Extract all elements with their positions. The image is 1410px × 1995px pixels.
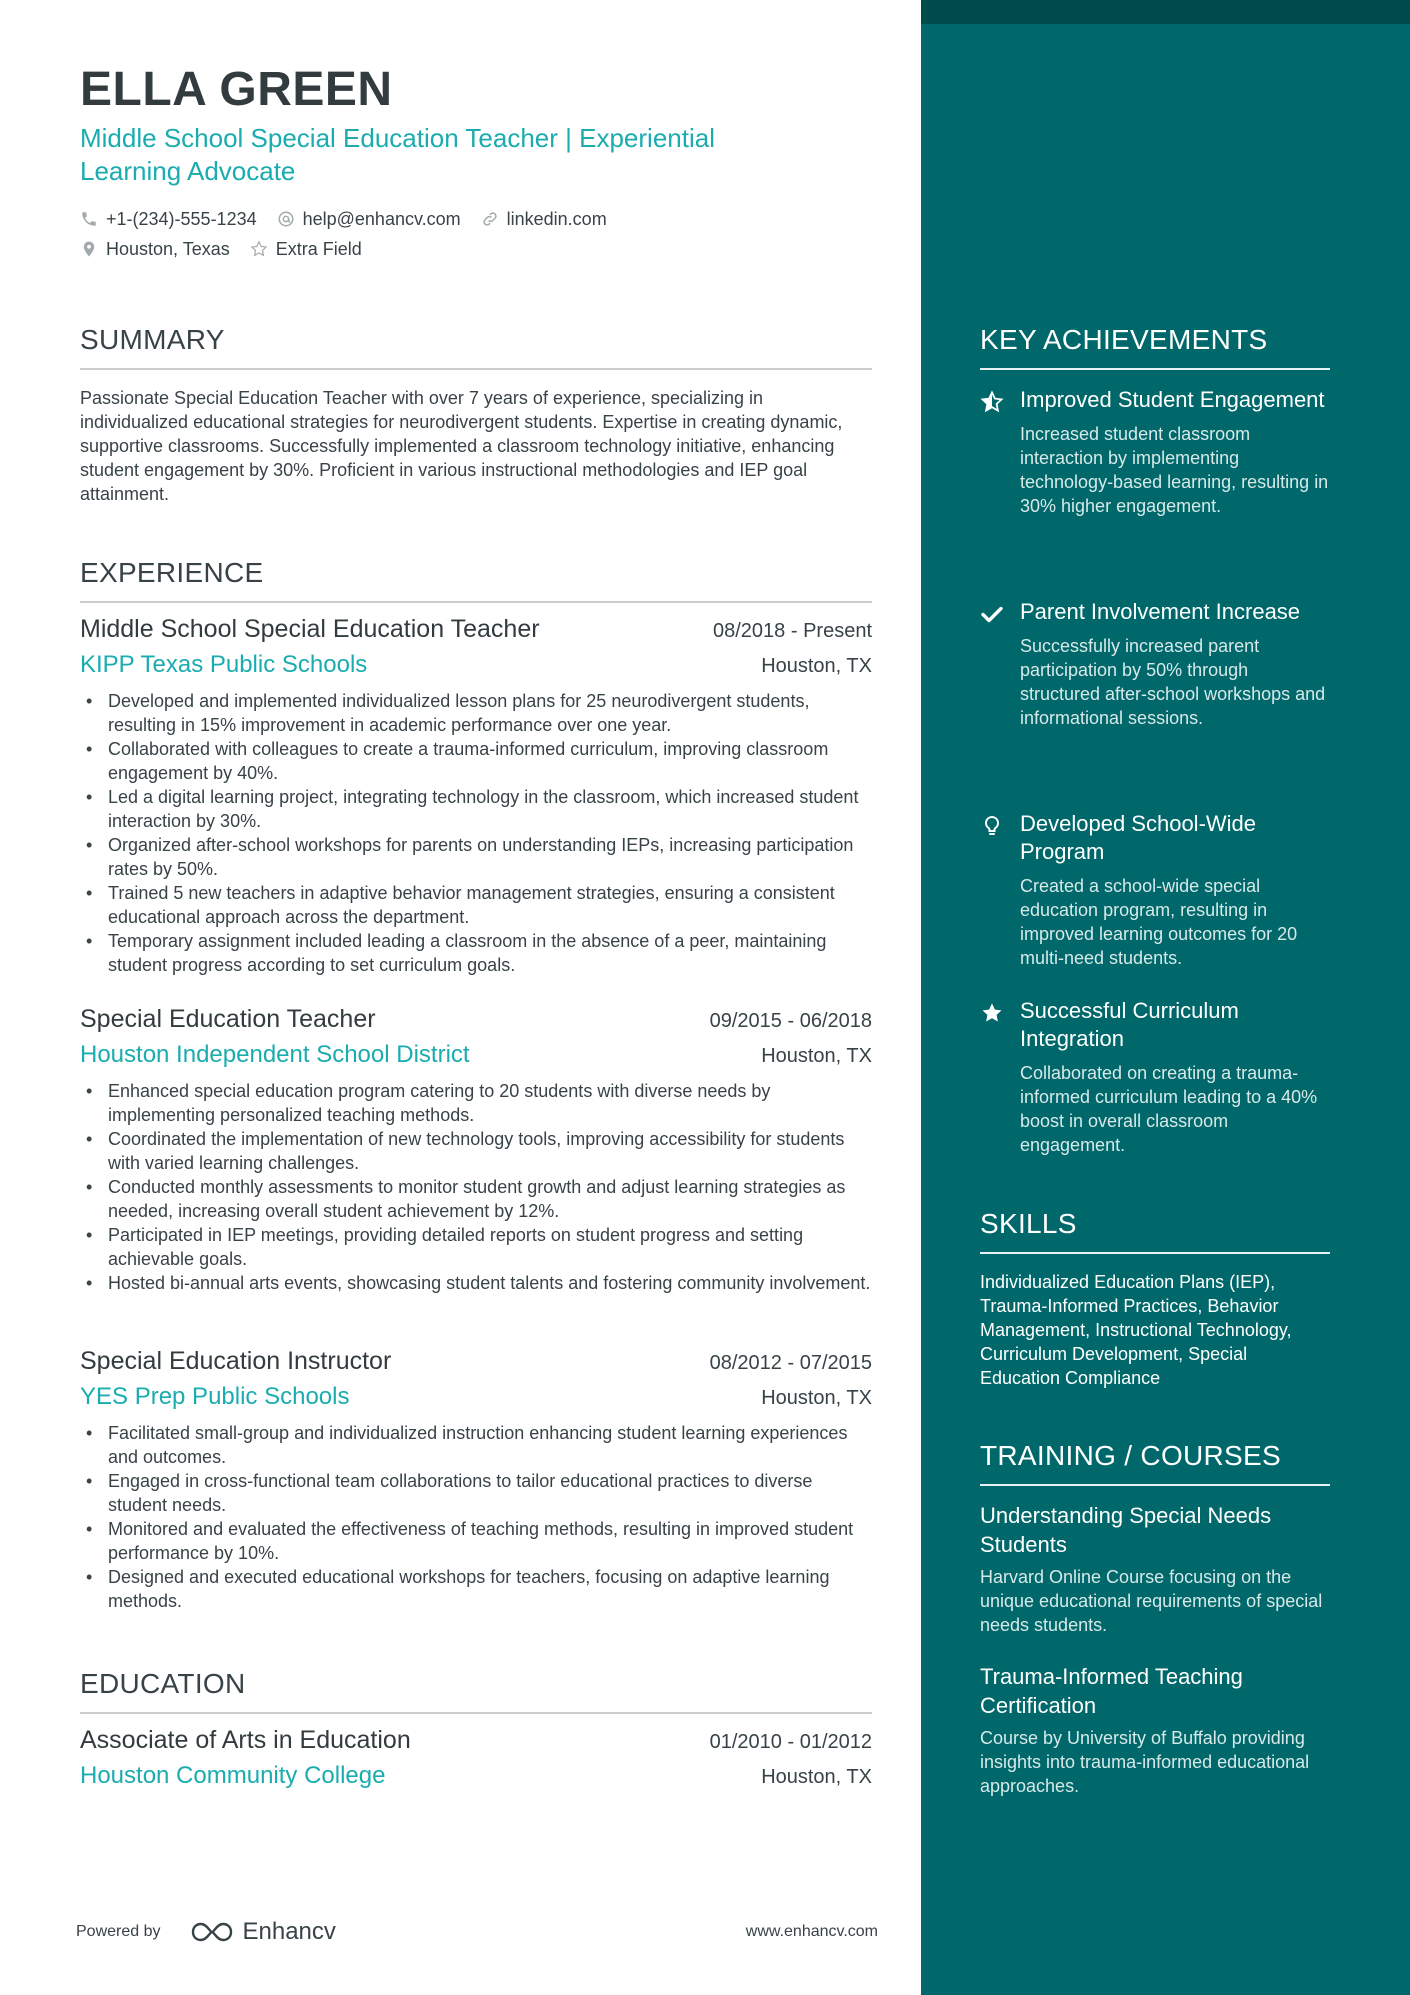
contact-phone[interactable]: [80, 209, 257, 230]
job-entry: [80, 1347, 872, 1613]
brand-logo[interactable]: [189, 1918, 336, 1946]
job-entry: [80, 615, 872, 977]
sidebar: [921, 0, 1410, 1995]
achievement-item: [980, 386, 1330, 518]
star-outline-icon: [250, 240, 268, 258]
achievements-title: KEY ACHIEVEMENTS: [980, 324, 1330, 370]
contact-location: [80, 239, 230, 260]
course-title: Trauma-Informed Teaching Certification: [980, 1664, 1243, 1718]
phone-text: +1-(234)-555-1234: [106, 208, 257, 229]
bullet-item: • Trained 5 new teachers in adaptive behavior management strategies, ensuring a consistent educational approach across the department.: [80, 881, 872, 929]
linkedin-text: linkedin.com: [506, 208, 607, 229]
website-link[interactable]: www.enhancv.com: [745, 1923, 878, 1940]
school-location: Houston, TX: [761, 1766, 872, 1788]
bullet-item: • Conducted monthly assessments to monitor student growth and adjust learning strategies as needed, increasing overall student achievement by 12%.: [80, 1175, 872, 1223]
job-entry: [80, 1005, 872, 1295]
bullet-item: • Hosted bi-annual arts events, showcasing student talents and fostering community involvement.: [80, 1271, 872, 1295]
check-icon: [980, 602, 1004, 626]
company-name[interactable]: YES Prep Public Schools: [80, 1383, 350, 1410]
sidebar-top-bar: [921, 0, 1410, 24]
bullet-item: • Organized after-school workshops for parents on understanding IEPs, increasing participation rates by 50%.: [80, 833, 872, 881]
phone-icon: [80, 210, 98, 228]
achievement-desc: Collaborated on creating a trauma-informed curriculum leading to a 40% boost in overall classroom engagement.: [1020, 1063, 1318, 1155]
contact-email[interactable]: [277, 209, 461, 230]
link-icon: [481, 210, 499, 228]
achievement-title: Developed School-Wide Program: [1020, 811, 1257, 864]
job-date: 09/2015 - 06/2018: [709, 1010, 872, 1032]
achievement-desc: Successfully increased parent participation by 50% through structured after-school workshops and informational sessions.: [1020, 636, 1326, 728]
job-date: 08/2018 - Present: [713, 620, 872, 642]
experience-title: EXPERIENCE: [80, 557, 872, 603]
job-bullets: [80, 689, 872, 977]
company-name[interactable]: Houston Independent School District: [80, 1041, 470, 1068]
job-bullets: [80, 1079, 872, 1295]
job-location: Houston, TX: [761, 1387, 872, 1409]
course-item: [980, 1501, 1330, 1637]
education-date: 01/2010 - 01/2012: [709, 1731, 872, 1753]
lightbulb-icon: [980, 814, 1004, 838]
candidate-headline: Middle School Special Education Teacher | Experiential Learning Advocate: [80, 123, 715, 186]
bullet-item: • Monitored and evaluated the effectiveness of teaching methods, resulting in improved student performance by 10%.: [80, 1517, 872, 1565]
at-icon: [277, 210, 295, 228]
bullet-item: • Enhanced special education program catering to 20 students with diverse needs by implementing personalized teaching methods.: [80, 1079, 872, 1127]
course-desc: Harvard Online Course focusing on the unique educational requirements of special needs students.: [980, 1567, 1323, 1635]
extra-text: Extra Field: [275, 238, 362, 259]
course-item: [980, 1662, 1330, 1798]
skills-list: Individualized Education Plans (IEP), Trauma-Informed Practices, Behavior Management, Instructional Technology, Curriculum Development, Special Education Compliance: [980, 1272, 1292, 1388]
job-location: Houston, TX: [761, 1045, 872, 1067]
achievement-desc: Created a school-wide special education program, resulting in improved learning outcomes for 20 multi-need students.: [1020, 876, 1298, 968]
achievement-title: Parent Involvement Increase: [1020, 599, 1301, 624]
infinity-logo-icon: [189, 1920, 235, 1944]
location-text: Houston, Texas: [106, 238, 230, 259]
achievement-item: [980, 598, 1330, 730]
candidate-name: ELLA GREEN: [80, 63, 393, 116]
job-location: Houston, TX: [761, 655, 872, 677]
school-name[interactable]: Houston Community College: [80, 1762, 386, 1789]
job-date: 08/2012 - 07/2015: [709, 1352, 872, 1374]
achievement-desc: Increased student classroom interaction by implementing technology-based learning, resulting in 30% higher engagement.: [1020, 424, 1329, 516]
bullet-item: • Collaborated with colleagues to create a trauma-informed curriculum, improving classroom engagement by 40%.: [80, 737, 872, 785]
degree-title: Associate of Arts in Education: [80, 1726, 411, 1754]
footer: [76, 1912, 878, 1952]
bullet-item: • Led a digital learning project, integrating technology in the classroom, which increased student interaction by 30%.: [80, 785, 872, 833]
star-half-icon: [980, 390, 1004, 414]
education-entry: [80, 1726, 872, 1800]
contact-linkedin[interactable]: [481, 209, 607, 230]
job-title: Middle School Special Education Teacher: [80, 615, 540, 643]
achievement-title: Improved Student Engagement: [1020, 387, 1325, 412]
contact-info: [80, 204, 840, 264]
bullet-item: • Engaged in cross-functional team collaborations to tailor educational practices to diverse student needs.: [80, 1469, 872, 1517]
bullet-item: • Designed and executed educational workshops for teachers, focusing on adaptive learning methods.: [80, 1565, 872, 1613]
course-desc: Course by University of Buffalo providing insights into trauma-informed educational approaches.: [980, 1728, 1310, 1796]
job-title: Special Education Instructor: [80, 1347, 392, 1375]
star-icon: [980, 1001, 1004, 1025]
contact-extra: [250, 239, 362, 260]
company-name[interactable]: KIPP Texas Public Schools: [80, 651, 368, 678]
job-title: Special Education Teacher: [80, 1005, 376, 1033]
powered-by-text: Powered by: [76, 1923, 161, 1940]
bullet-item: • Participated in IEP meetings, providing detailed reports on student progress and setting achievable goals.: [80, 1223, 872, 1271]
skills-title: SKILLS: [980, 1208, 1330, 1254]
achievement-item: [980, 810, 1330, 970]
brand-name: Enhancv: [242, 1918, 336, 1945]
achievement-item: [980, 997, 1330, 1157]
summary-text: Passionate Special Education Teacher with over 7 years of experience, specializing in individualized educational strategies for neurodivergent students. Expertise in creating dynamic, supportive classrooms. Successfully implemented a classroom technology initiative, enhancing student engagement by 30%. Proficient in various instructional methodologies and IEP goal attainment.: [80, 388, 843, 504]
bullet-item: • Facilitated small-group and individualized instruction enhancing student learning experiences and outcomes.: [80, 1421, 872, 1469]
bullet-item: • Developed and implemented individualized lesson plans for 25 neurodivergent students, resulting in 15% improvement in academic performance over one year.: [80, 689, 872, 737]
email-text: help@enhancv.com: [302, 208, 461, 229]
course-title: Understanding Special Needs Students: [980, 1503, 1272, 1557]
bullet-item: • Coordinated the implementation of new technology tools, improving accessibility for students with varied learning challenges.: [80, 1127, 872, 1175]
achievement-title: Successful Curriculum Integration: [1020, 998, 1239, 1051]
job-bullets: [80, 1421, 872, 1613]
bullet-item: • Temporary assignment included leading a classroom in the absence of a peer, maintaining student progress according to set curriculum goals.: [80, 929, 872, 977]
location-pin-icon: [80, 240, 98, 258]
training-title: TRAINING / COURSES: [980, 1440, 1330, 1486]
summary-title: SUMMARY: [80, 324, 872, 370]
education-title: EDUCATION: [80, 1668, 872, 1714]
